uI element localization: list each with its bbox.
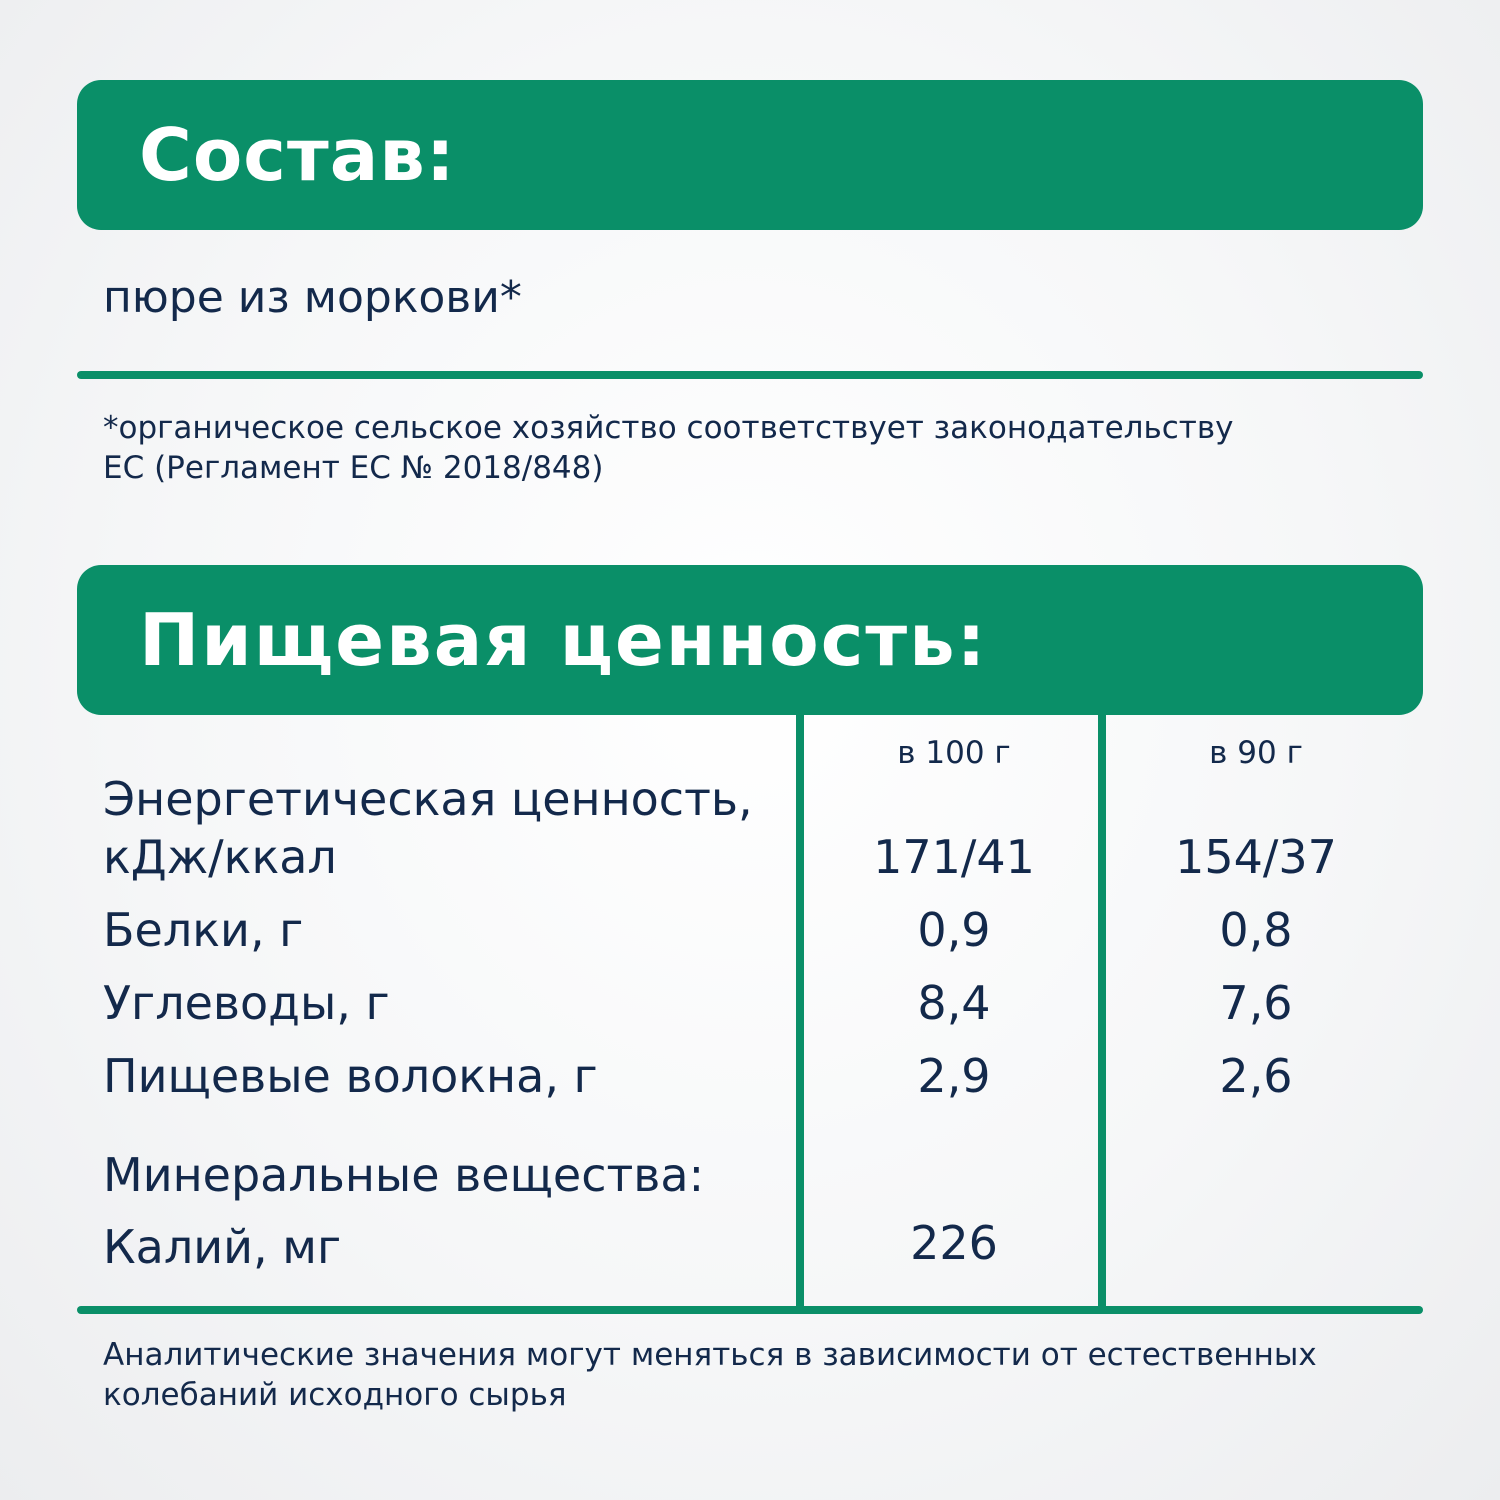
value-energy-100g: 171/41 <box>873 830 1035 884</box>
value-fiber-90g: 2,6 <box>1219 1049 1293 1103</box>
organic-footnote <box>103 408 1353 488</box>
value-energy-90g: 154/37 <box>1175 830 1337 884</box>
column-divider <box>796 712 804 1312</box>
value-carbohydrates-100g: 8,4 <box>917 976 991 1030</box>
divider <box>77 371 1423 379</box>
footnote-line: *органическое сельское хозяйство соответствует законодательству <box>103 410 1234 446</box>
composition-title: Состав: <box>139 113 456 197</box>
value-protein-90g: 0,8 <box>1219 903 1293 957</box>
analytic-note-line: Аналитические значения могут меняться в зависимости от естественных <box>103 1337 1317 1373</box>
analytic-note-line: колебаний исходного сырья <box>103 1377 567 1413</box>
column-header-100g: в 100 г <box>897 735 1011 771</box>
row-label-energy <box>103 770 753 886</box>
footnote-line: ЕС (Регламент ЕС № 2018/848) <box>103 450 604 486</box>
table-bottom-divider <box>77 1306 1423 1314</box>
value-carbohydrates-90g: 7,6 <box>1219 976 1293 1030</box>
row-label-fiber: Пищевые волокна, г <box>103 1049 598 1103</box>
analytic-note <box>103 1335 1403 1415</box>
row-label-carbohydrates: Углеводы, г <box>103 976 390 1030</box>
row-label-line: кДж/ккал <box>103 830 337 884</box>
value-protein-100g: 0,9 <box>917 903 991 957</box>
nutrition-header <box>77 565 1423 715</box>
row-label-potassium: Калий, мг <box>103 1220 342 1274</box>
row-label-line: Энергетическая ценность, <box>103 772 753 826</box>
nutrition-title: Пищевая ценность: <box>139 598 988 682</box>
row-label-minerals: Минеральные вещества: <box>103 1148 705 1202</box>
value-fiber-100g: 2,9 <box>917 1049 991 1103</box>
composition-header <box>77 80 1423 230</box>
row-label-protein: Белки, г <box>103 903 304 957</box>
column-header-90g: в 90 г <box>1209 735 1303 771</box>
value-potassium-100g: 226 <box>910 1216 998 1270</box>
ingredients-text: пюре из моркови* <box>103 272 522 323</box>
